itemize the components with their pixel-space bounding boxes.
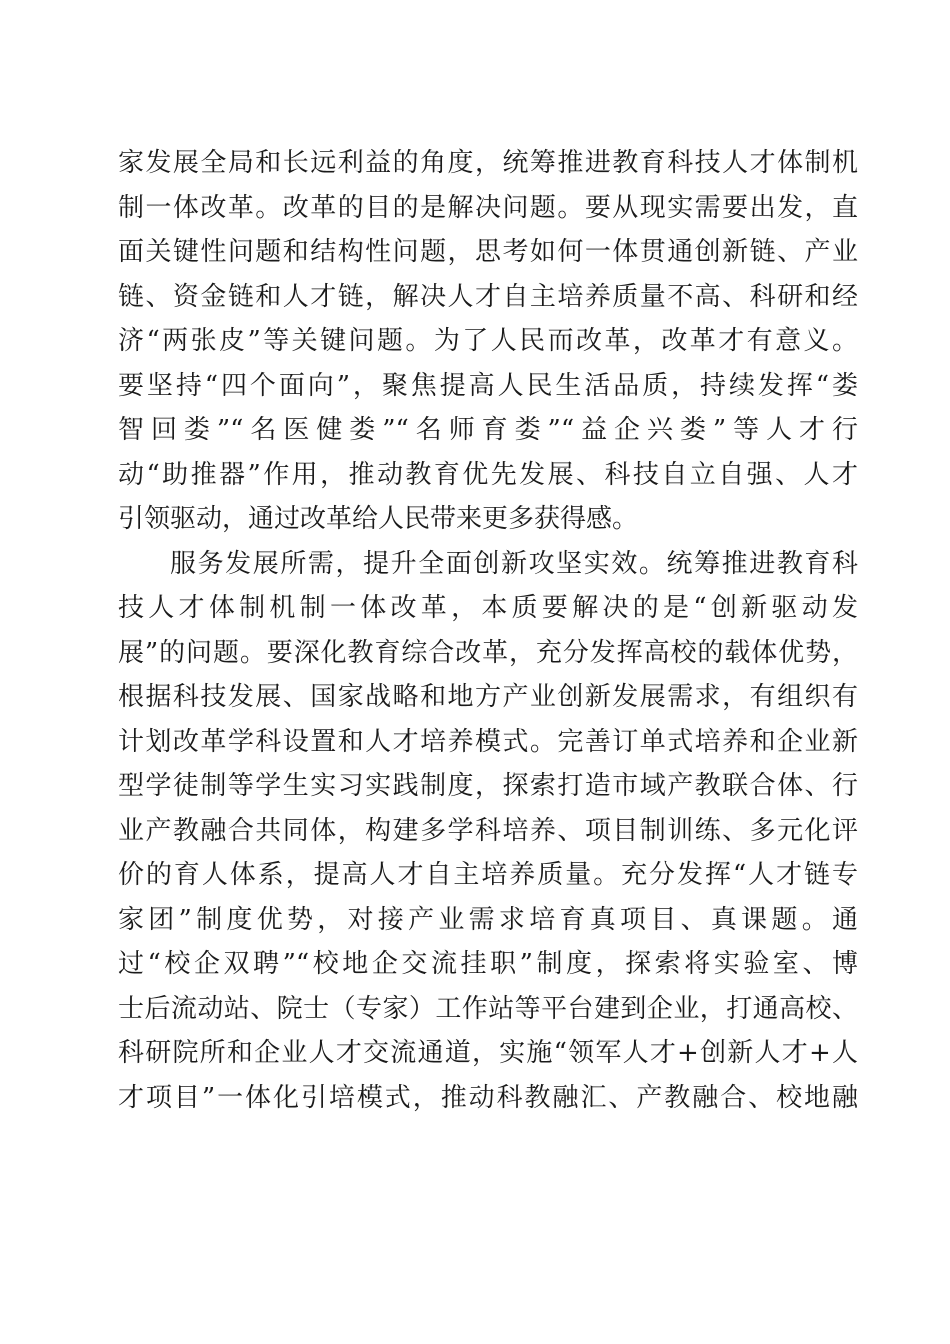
text-line: 链、资金链和人才链，解决人才自主培养质量不高、科研和经: [118, 281, 858, 312]
text-line: 过“校企双聘”“校地企交流挂职”制度，探索将实验室、博: [118, 949, 858, 979]
text-line: 展”的问题。要深化教育综合改革，充分发挥高校的载体优势，: [118, 637, 858, 668]
text-line: 制一体改革。改革的目的是解决问题。要从现实需要出发，直: [118, 192, 858, 223]
text-line: 服务发展所需，提升全面创新攻坚实效。统筹推进教育科: [170, 548, 858, 579]
text-line: 家发展全局和长远利益的角度，统筹推进教育科技人才体制机: [118, 148, 858, 178]
text-line: 动“助推器”作用，推动教育优先发展、科技自立自强、人才: [118, 459, 858, 490]
text-line: 士后流动站、院士（专家）工作站等平台建到企业，打通高校、: [118, 993, 858, 1024]
text-line: 引领驱动，通过改革给人民带来更多获得感。: [118, 504, 639, 534]
text-line: 根据科技发展、国家战略和地方产业创新发展需求，有组织有: [118, 682, 858, 712]
text-line: 才项目”一体化引培模式，推动科教融汇、产教融合、校地融: [118, 1082, 858, 1113]
text-line: 技人才体制机制一体改革，本质要解决的是“创新驱动发: [118, 593, 858, 623]
text-line: 家团”制度优势，对接产业需求培育真项目、真课题。通: [118, 904, 858, 935]
text-line: 价的育人体系，提高人才自主培养质量。充分发挥“人才链专: [118, 860, 858, 890]
text-line: 要坚持“四个面向”，聚焦提高人民生活品质，持续发挥“娄: [118, 370, 858, 401]
text-line: 型学徒制等学生实习实践制度，探索打造市域产教联合体、行: [118, 771, 858, 801]
text-line: 智回娄”“名医健娄”“名师育娄”“益企兴娄”等人才行: [118, 415, 858, 445]
text-line: 计划改革学科设置和人才培养模式。完善订单式培养和企业新: [118, 726, 858, 757]
text-line: 面关键性问题和结构性问题，思考如何一体贯通创新链、产业: [118, 237, 858, 267]
paragraph-1: [118, 141, 858, 542]
body-text: [118, 141, 858, 1120]
text-line: 济“两张皮”等关键问题。为了人民而改革，改革才有意义。: [118, 326, 858, 356]
text-line: 业产教融合共同体，构建多学科培养、项目制训练、多元化评: [118, 815, 858, 846]
paragraph-2: [118, 542, 858, 1121]
text-line: 科研院所和企业人才交流通道，实施“领军人才+创新人才+人: [118, 1038, 858, 1068]
